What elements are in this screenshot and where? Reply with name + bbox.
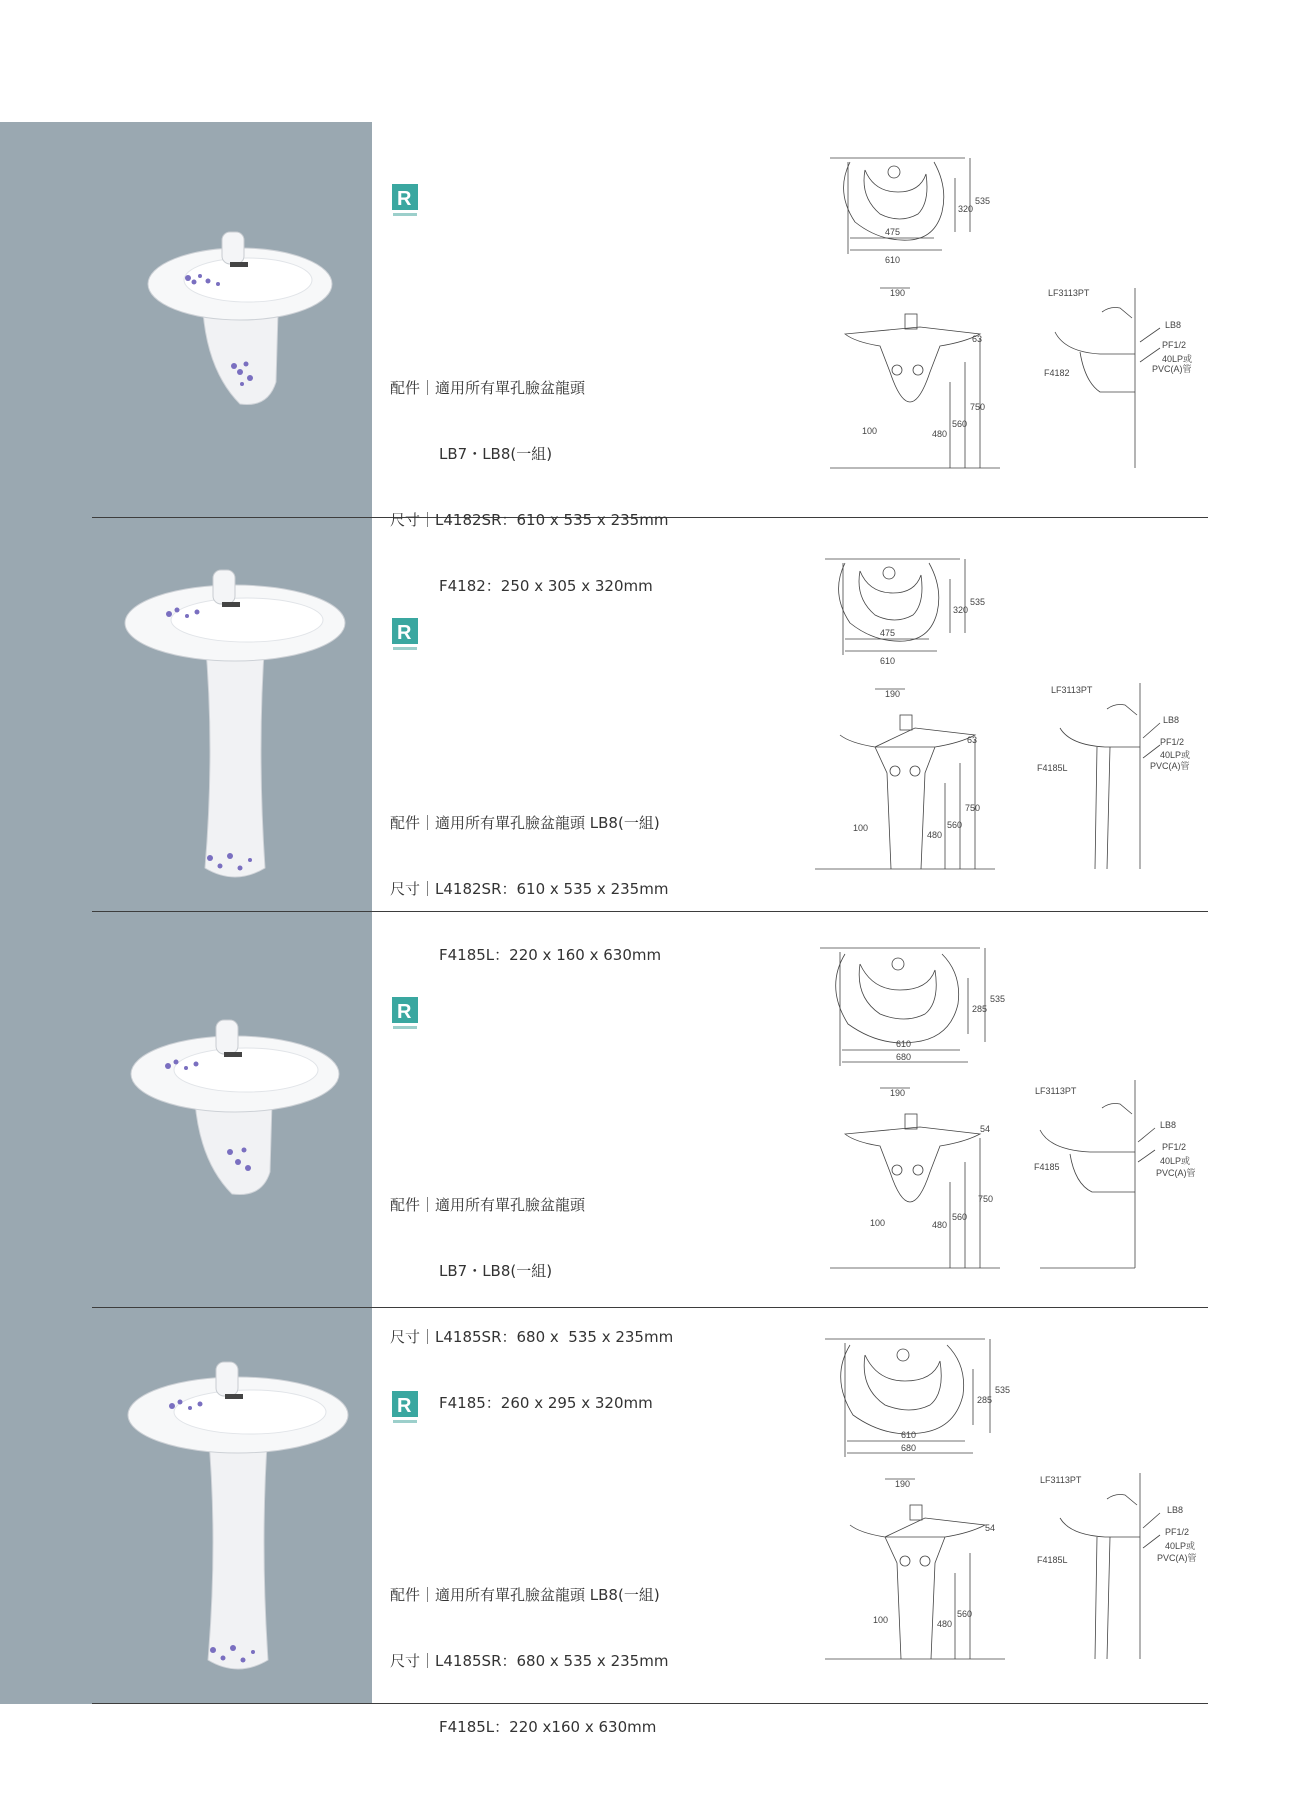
dim-label: 535 bbox=[990, 994, 1006, 1004]
size-label: 尺寸｜ bbox=[390, 1328, 436, 1346]
size-label: 尺寸｜ bbox=[390, 511, 436, 529]
part-label: LB8 bbox=[1160, 1120, 1177, 1130]
accessory-value: 適用所有單孔臉盆龍頭 bbox=[435, 379, 586, 397]
basin-wallhung-photo bbox=[130, 1012, 350, 1202]
dim-label: 100 bbox=[870, 1218, 886, 1228]
dim-label: 610 bbox=[896, 1039, 912, 1049]
dim-label: 54 bbox=[980, 1124, 991, 1134]
dim-label: 610 bbox=[901, 1430, 917, 1440]
part-label: LB8 bbox=[1167, 1505, 1184, 1515]
dim-label: 750 bbox=[965, 803, 981, 813]
part-label: LF3113PT bbox=[1035, 1086, 1077, 1096]
brand-logo-icon bbox=[392, 1391, 418, 1425]
part-label: PF1/2 bbox=[1160, 737, 1185, 747]
front-view-drawing bbox=[845, 1473, 1005, 1663]
size-value-2: F4185L：220 x160 x 630mm bbox=[439, 1718, 657, 1736]
size-value-2: F4182：250 x 305 x 320mm bbox=[439, 577, 653, 595]
accessory-value: 適用所有單孔臉盆龍頭 LB8(一組) bbox=[435, 1586, 660, 1604]
top-view-drawing bbox=[820, 942, 1010, 1072]
size-value-2: F4185：260 x 295 x 320mm bbox=[439, 1394, 653, 1412]
front-view-drawing bbox=[840, 282, 1000, 472]
side-view-drawing bbox=[1035, 683, 1191, 873]
dim-label: 190 bbox=[885, 689, 901, 699]
side-view-drawing bbox=[1035, 1473, 1197, 1663]
basin-pedestal-photo bbox=[125, 568, 355, 898]
brand-logo-icon bbox=[392, 618, 418, 652]
part-label: 40LP或 bbox=[1160, 1156, 1191, 1166]
part-label: PVC(A)管 bbox=[1157, 1553, 1197, 1563]
dim-label: 610 bbox=[880, 656, 896, 666]
part-label: F4185 bbox=[1034, 1162, 1060, 1172]
part-label: LB8 bbox=[1165, 320, 1182, 330]
top-view-drawing bbox=[830, 152, 1000, 267]
product-section-4 bbox=[0, 1308, 1301, 1736]
part-label: 40LP或 bbox=[1165, 1541, 1196, 1551]
dim-label: 190 bbox=[890, 1088, 906, 1098]
part-label: PVC(A)管 bbox=[1152, 364, 1192, 374]
dim-label: 480 bbox=[932, 429, 948, 439]
svg-text:R: R bbox=[397, 622, 412, 644]
accessory-label: 配件｜ bbox=[390, 379, 436, 397]
dim-label: 480 bbox=[927, 830, 943, 840]
dim-label: 680 bbox=[901, 1443, 917, 1453]
dim-label: 480 bbox=[932, 1220, 948, 1230]
part-label: F4182 bbox=[1044, 368, 1070, 378]
size-label: 尺寸｜ bbox=[390, 1652, 436, 1670]
product-section-3 bbox=[0, 912, 1301, 1412]
dim-label: 475 bbox=[885, 227, 901, 237]
dim-label: 610 bbox=[885, 255, 901, 265]
part-label: LF3113PT bbox=[1048, 288, 1090, 298]
size-value: L4182SR：610 x 535 x 235mm bbox=[435, 511, 669, 529]
dim-label: 560 bbox=[952, 419, 968, 429]
side-view-drawing bbox=[1040, 282, 1193, 472]
part-label: LF3113PT bbox=[1051, 685, 1093, 695]
accessory-label: 配件｜ bbox=[390, 814, 436, 832]
size-label: 尺寸｜ bbox=[390, 880, 436, 898]
dim-label: 100 bbox=[853, 823, 869, 833]
part-label: 40LP或 bbox=[1160, 750, 1191, 760]
dim-label: 480 bbox=[937, 1619, 953, 1629]
accessory-value-2: LB7・LB8(一組) bbox=[439, 445, 553, 463]
part-label: 40LP或 bbox=[1162, 354, 1193, 364]
size-value: L4185SR：680 x 535 x 235mm bbox=[435, 1328, 674, 1346]
brand-logo-icon bbox=[392, 184, 418, 218]
part-label: LF3113PT bbox=[1040, 1475, 1082, 1485]
spec-block bbox=[390, 1540, 668, 1782]
accessory-label: 配件｜ bbox=[390, 1196, 436, 1214]
size-value: L4182SR：610 x 535 x 235mm bbox=[435, 880, 669, 898]
svg-text:R: R bbox=[397, 188, 412, 210]
dim-label: 320 bbox=[953, 605, 969, 615]
dim-label: 63 bbox=[972, 334, 983, 344]
top-view-drawing bbox=[825, 1333, 1015, 1463]
brand-logo-icon bbox=[392, 997, 418, 1031]
dim-label: 63 bbox=[967, 735, 978, 745]
part-label: F4185L bbox=[1037, 763, 1068, 773]
svg-text:R: R bbox=[397, 1001, 412, 1023]
accessory-label: 配件｜ bbox=[390, 1586, 436, 1604]
dim-label: 535 bbox=[995, 1385, 1011, 1395]
size-value-2: F4185L：220 x 160 x 630mm bbox=[439, 946, 662, 964]
dim-label: 535 bbox=[970, 597, 986, 607]
basin-pedestal-photo bbox=[128, 1360, 358, 1690]
accessory-value-2: LB7・LB8(一組) bbox=[439, 1262, 553, 1280]
svg-text:R: R bbox=[397, 1395, 412, 1417]
dim-label: 54 bbox=[985, 1523, 996, 1533]
side-view-drawing bbox=[1030, 1080, 1196, 1270]
accessory-value: 適用所有單孔臉盆龍頭 LB8(一組) bbox=[435, 814, 660, 832]
dim-label: 750 bbox=[970, 402, 986, 412]
top-view-drawing bbox=[825, 553, 995, 668]
size-value: L4185SR：680 x 535 x 235mm bbox=[435, 1652, 669, 1670]
dim-label: 560 bbox=[957, 1609, 973, 1619]
part-label: PF1/2 bbox=[1162, 340, 1187, 350]
accessory-value: 適用所有單孔臉盆龍頭 bbox=[435, 1196, 586, 1214]
dim-label: 190 bbox=[895, 1479, 911, 1489]
dim-label: 320 bbox=[958, 204, 974, 214]
dim-label: 680 bbox=[896, 1052, 912, 1062]
part-label: PVC(A)管 bbox=[1156, 1168, 1196, 1178]
front-view-drawing bbox=[835, 683, 995, 873]
product-section-2 bbox=[0, 518, 1301, 964]
product-section-1 bbox=[0, 122, 1301, 595]
dim-label: 535 bbox=[975, 196, 991, 206]
dim-label: 285 bbox=[972, 1004, 988, 1014]
part-label: PF1/2 bbox=[1165, 1527, 1190, 1537]
dim-label: 285 bbox=[977, 1395, 993, 1405]
part-label: PVC(A)管 bbox=[1150, 761, 1190, 771]
part-label: LB8 bbox=[1163, 715, 1180, 725]
basin-wallhung-photo bbox=[148, 222, 338, 412]
dim-label: 560 bbox=[947, 820, 963, 830]
dim-label: 100 bbox=[873, 1615, 889, 1625]
dim-label: 560 bbox=[952, 1212, 968, 1222]
dim-label: 750 bbox=[978, 1194, 994, 1204]
dim-label: 100 bbox=[862, 426, 878, 436]
part-label: PF1/2 bbox=[1162, 1142, 1187, 1152]
part-label: F4185L bbox=[1037, 1555, 1068, 1565]
front-view-drawing bbox=[840, 1082, 1000, 1272]
dim-label: 190 bbox=[890, 288, 906, 298]
dim-label: 475 bbox=[880, 628, 896, 638]
